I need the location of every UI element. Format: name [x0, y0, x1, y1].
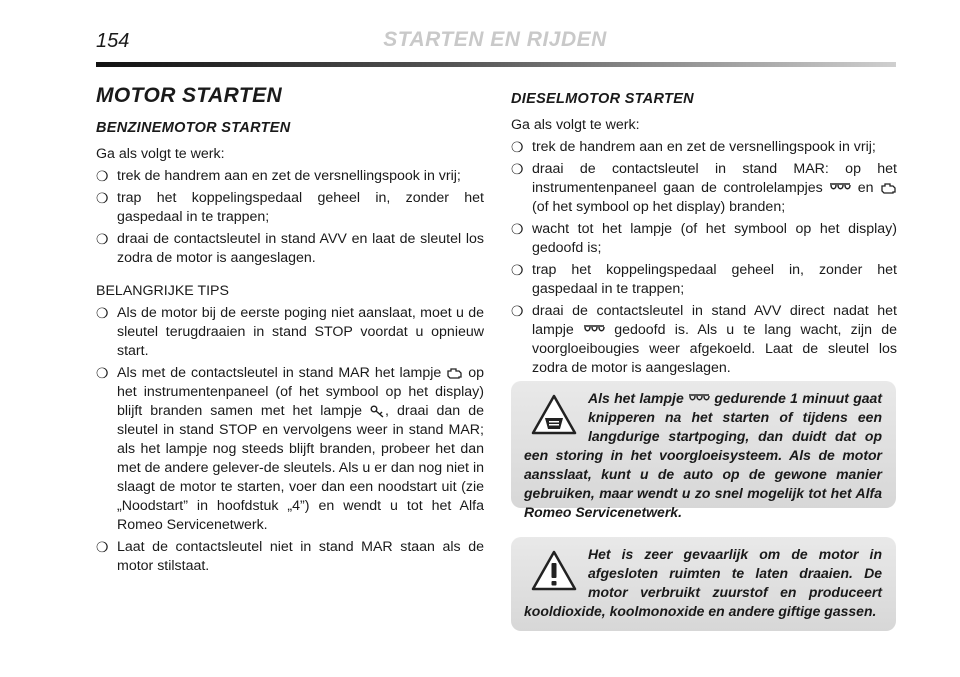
list-item: ❍ draai de contactsleutel in stand AVV direct nadat het lampje gedoofd is. Als u te lang wacht, zijn de voorgloeibougies weer afgekoeld. Laat de sleutel los zodra de motor is aangeslagen.: [511, 303, 897, 376]
immobilizer-key-icon: [370, 405, 385, 418]
bullet-icon: ❍: [511, 303, 524, 319]
subsection-title-diesel: DIESELMOTOR STARTEN: [511, 91, 694, 107]
list-item: ❍ draai de contactsleutel in stand AVV en laat de sleutel los zodra de motor is aangeslagen.: [96, 231, 484, 266]
bullet-icon: ❍: [96, 231, 109, 247]
list-item: ❍ Laat de contactsleutel niet in stand MAR staan als de motor stilstaat.: [96, 539, 484, 574]
left-column: [96, 86, 484, 579]
intro-text: Ga als volgt te werk:: [96, 146, 225, 162]
petrol-steps: [96, 167, 484, 268]
list-item: ❍ trek de handrem aan en zet de versnellingspook in vrij;: [96, 168, 461, 184]
engine-check-icon: [446, 367, 463, 380]
glow-plug-icon: [829, 182, 851, 194]
warning-triangle-icon: [530, 549, 578, 593]
bullet-icon: ❍: [511, 262, 524, 278]
warning-box-exhaust: Het is zeer gevaarlijk om de motor in afgesloten ruimten te laten draaien. De motor verbruikt zuurstof en produceert kooldioxide, koolmonoxide en andere giftige gassen.: [511, 537, 896, 631]
warning-note-icon: [530, 393, 578, 437]
running-title: STARTEN EN RIJDEN: [383, 28, 607, 51]
intro-text: Ga als volgt te werk:: [511, 117, 640, 133]
tips-list: [96, 304, 484, 576]
bullet-icon: ❍: [511, 161, 524, 177]
subsection-title-petrol: BENZINEMOTOR STARTEN: [96, 120, 291, 136]
list-item: ❍ draai de contactsleutel in stand MAR: op het instrumentenpaneel gaan de controlelampjes en (of het symbool op het display) branden;: [511, 161, 897, 215]
warning-box-glow-plug: Als het lampje gedurende 1 minuut gaat knipperen na het starten of tijdens een langdurige startpoging, dan duidt dat op een storing in het voorgloeisysteem. Als de motor aansslaat, kunt u de auto op de gewone manier gebruiken, maar wendt u zo snel mogelijk tot het Alfa Romeo Servicenetwerk.: [511, 381, 896, 508]
tips-label: BELANGRIJKE TIPS: [96, 283, 229, 299]
right-column: [511, 90, 897, 381]
bullet-icon: ❍: [511, 221, 524, 237]
list-item: ❍ Als met de contactsleutel in stand MAR het lampje op het instrumentenpaneel (of het symbool op het display) blijft branden samen met het lampje , draai dan de sleutel in stand STOP en vervolgens weer in stand MAR; als het lampje nog steeds blijft branden, probeer het dan met de andere gelever-de sleutels. Als u er dan nog niet in slaagt de motor te starten, voer dan een noodstart uit (zie „Noodstart” in hoofdstuk „4”) en wendt u tot het Alfa Romeo Servicenetwerk.: [96, 365, 484, 533]
bullet-icon: ❍: [96, 190, 109, 206]
bullet-icon: ❍: [511, 139, 524, 155]
bullet-icon: ❍: [96, 305, 109, 321]
list-item: ❍ wacht tot het lampje (of het symbool op het display) gedoofd is;: [511, 221, 897, 256]
list-item: ❍ Als de motor bij de eerste poging niet aanslaat, moet u de sleutel terugdraaien in stand STOP voordat u opnieuw start.: [96, 305, 484, 359]
glow-plug-icon: [688, 393, 710, 405]
bullet-icon: ❍: [96, 539, 109, 555]
bullet-icon: ❍: [96, 168, 109, 184]
page-number: 154: [96, 30, 130, 52]
section-title: MOTOR STARTEN: [96, 84, 283, 107]
glow-plug-icon: [583, 324, 605, 336]
list-item: ❍ trek de handrem aan en zet de versnellingspook in vrij;: [511, 139, 876, 155]
header-rule: [96, 62, 896, 67]
diesel-steps: [511, 138, 897, 378]
list-item: ❍ trap het koppelingspedaal geheel in, zonder het gaspedaal in te trappen;: [96, 190, 484, 225]
engine-check-icon: [880, 182, 897, 195]
list-item: ❍ trap het koppelingspedaal geheel in, zonder het gaspedaal in te trappen;: [511, 262, 897, 297]
bullet-icon: ❍: [96, 365, 109, 381]
